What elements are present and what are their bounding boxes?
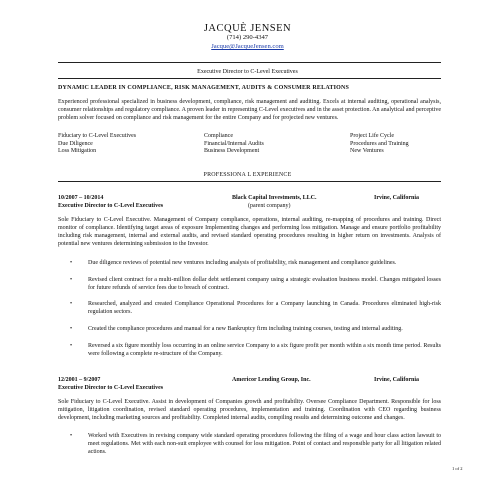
role-subtitle: Executive Director to C-Level Executives [197, 69, 298, 75]
bullet-icon: • [70, 325, 73, 332]
email-link[interactable]: Jacque@JacqueJensen.com [211, 43, 284, 50]
skill-item: Fiduciary to C-Level Executives [58, 133, 137, 139]
job-1-bullets [58, 259, 441, 366]
job-1-dates: 10/2007 – 10/2014 [58, 195, 104, 201]
bullet-text: Reversed a six figure monthly loss occurring in an online service Company to a six figure profit per month within a six month time period. Results were following a complete re-structure of the Company. [88, 342, 441, 357]
skill-item: Loss Mitigation [58, 148, 97, 155]
skill-item: Financial/Internal Audits [204, 140, 264, 147]
bullet-icon: • [70, 276, 73, 283]
bullet-text: Researched, analyzed and created Compliance Operational Procedures for a Company launching in Canada. Procedures eliminated high-risk regulation sectors. [88, 301, 441, 316]
job-2-bullets [58, 432, 441, 465]
bullet-text: Created the compliance procedures and manual for a new Bankruptcy firm including training courses, testing and internal auditing. [88, 325, 403, 332]
headline: DYNAMIC LEADER IN COMPLIANCE, RISK MANAGEMENT, AUDITS & CONSUMER RELATIONS [58, 85, 350, 91]
bullet-item [58, 432, 441, 456]
bullet-text: Due diligence reviews of potential new ventures including analysis of profitability, risk management and compliance guidelines. [88, 260, 397, 266]
job-2-company: Americor Lending Group, Inc. [232, 377, 311, 383]
phone-number: (714) 290-4347 [226, 34, 269, 41]
job-1-description: Sole Fiduciary to C-Level Executive. Management of Company compliance, operations, internal auditing, re-mapping of procedures and training. Direct monitor of compliance. Identifying target areas of exposure Implementing changes and performing loss mitigation. Manage and ensure portfolio profitability including risk management, internal and external audits, and revised standard operating procedures resulting in higher return on investments. Analysis of potential new ventures determining submission to the Investor. [58, 217, 441, 248]
bullet-text: Revised client contract for a multi-million dollar debt settlement company using a strategic evaluation business model. Changes mitigated losses for future refunds of service fees due to breach of contract. [88, 276, 441, 291]
skill-item: Due Diligence [58, 140, 93, 147]
job-1-parent-note: (parent company) [248, 203, 291, 209]
experience-heading: PROFESSIONA L EXPERIENCE [203, 172, 292, 178]
skill-item: Business Development [204, 148, 260, 155]
skills-column-3 [350, 133, 409, 156]
header-divider-top [58, 62, 441, 63]
job-2-description: Sole Fiduciary to C-Level Executive. Assist in development of Companies growth and profitability. Oversee Compliance Department. Responsible for loss mitigation, litigation coordination, revised standard operating procedures, implementation and training. Coordination with CEO regarding business development, including marketing sources and profitability. Completed internal audits, compiling results and determining outcome and changes. [58, 399, 441, 422]
job-2-location: Irvine, California [374, 377, 419, 383]
bullet-item [58, 300, 441, 316]
skill-item: Procedures and Training [350, 140, 409, 147]
page-number: 1 of 2 [452, 466, 463, 471]
bullet-text: Worked with Executives in revising company wide standard operating procedures following the filing of a wage and hour class action lawsuit to meet regulations. Met with each non-suit employee with counsel for loss mitigation. Point of contact and responsible party for all litigation related actions. [88, 433, 441, 456]
skills-column-1 [58, 133, 136, 156]
job-1-title: Executive Director to C-Level Executives [58, 203, 164, 209]
candidate-name: JACQUÈ JENSEN [203, 23, 292, 34]
bullet-icon: • [70, 260, 73, 266]
bullet-item [58, 259, 441, 267]
skill-item: Compliance [204, 133, 233, 139]
experience-divider [58, 181, 441, 182]
job-1-location: Irvine, California [374, 195, 419, 201]
bullet-item [58, 276, 441, 292]
bullet-icon: • [70, 301, 73, 308]
bullet-item [58, 342, 441, 358]
skill-item: New Ventures [350, 148, 384, 155]
skills-column-2 [204, 133, 264, 156]
skill-item: Project Life Cycle [350, 133, 394, 139]
job-2-title: Executive Director to C-Level Executives [58, 385, 164, 391]
header-divider-bottom [58, 78, 441, 79]
bullet-icon: • [70, 433, 73, 439]
bullet-item [58, 325, 441, 333]
bullet-icon: • [70, 342, 73, 349]
job-2-dates: 12/2001 – 9/2007 [58, 377, 101, 383]
job-1-company: Black Capital Investments, LLC. [232, 195, 317, 201]
summary-paragraph: Experienced professional specialized in business development, compliance, risk management and auditing. Excels at internal auditing, operational analysis, consumer relationships and regulatory compliance. A proven leader in representing C-Level executives and in the asset protection. An analytical and perceptive problem solver focused on compliance and risk management for the entire Company and for projected new ventures. [58, 99, 441, 122]
